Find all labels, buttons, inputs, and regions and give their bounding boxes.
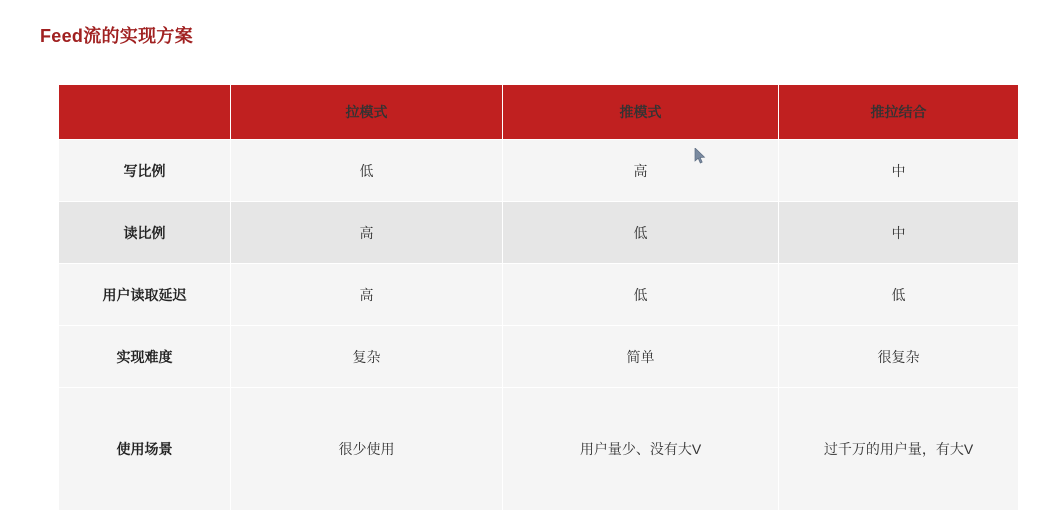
- row-header-read-ratio: 读比例: [59, 202, 231, 264]
- table-row: [59, 202, 1019, 264]
- cell-difficulty-pull: 复杂: [231, 326, 503, 388]
- feed-comparison-table: [58, 84, 1019, 511]
- table-row: [59, 326, 1019, 388]
- table-body: [59, 140, 1019, 511]
- cell-difficulty-push: 简单: [503, 326, 779, 388]
- row-header-use-case: 使用场景: [59, 388, 231, 511]
- cell-difficulty-pushpull: 很复杂: [779, 326, 1019, 388]
- row-header-user-read-latency: 用户读取延迟: [59, 264, 231, 326]
- column-header-push-mode: 推模式: [503, 85, 779, 140]
- feed-comparison-table-wrapper: [58, 84, 1018, 511]
- table-header: [59, 85, 1019, 140]
- cell-write-ratio-pushpull: 中: [779, 140, 1019, 202]
- cell-write-ratio-push: 高: [503, 140, 779, 202]
- cell-usecase-pull: 很少使用: [231, 388, 503, 511]
- row-header-write-ratio: 写比例: [59, 140, 231, 202]
- table-row: [59, 140, 1019, 202]
- cell-latency-push: 低: [503, 264, 779, 326]
- row-header-implementation-difficulty: 实现难度: [59, 326, 231, 388]
- page-title: Feed流的实现方案: [40, 26, 194, 46]
- cell-write-ratio-pull: 低: [231, 140, 503, 202]
- cell-read-ratio-pushpull: 中: [779, 202, 1019, 264]
- table-corner-cell: [59, 85, 231, 140]
- table-row: [59, 388, 1019, 511]
- cell-read-ratio-pull: 高: [231, 202, 503, 264]
- cell-read-ratio-push: 低: [503, 202, 779, 264]
- table-row: [59, 264, 1019, 326]
- cell-usecase-pushpull: 过千万的用户量，有大V: [779, 388, 1019, 511]
- table-header-row: [59, 85, 1019, 140]
- column-header-push-pull-mode: 推拉结合: [779, 85, 1019, 140]
- cell-latency-pushpull: 低: [779, 264, 1019, 326]
- column-header-pull-mode: 拉模式: [231, 85, 503, 140]
- cell-usecase-push: 用户量少、没有大V: [503, 388, 779, 511]
- cell-latency-pull: 高: [231, 264, 503, 326]
